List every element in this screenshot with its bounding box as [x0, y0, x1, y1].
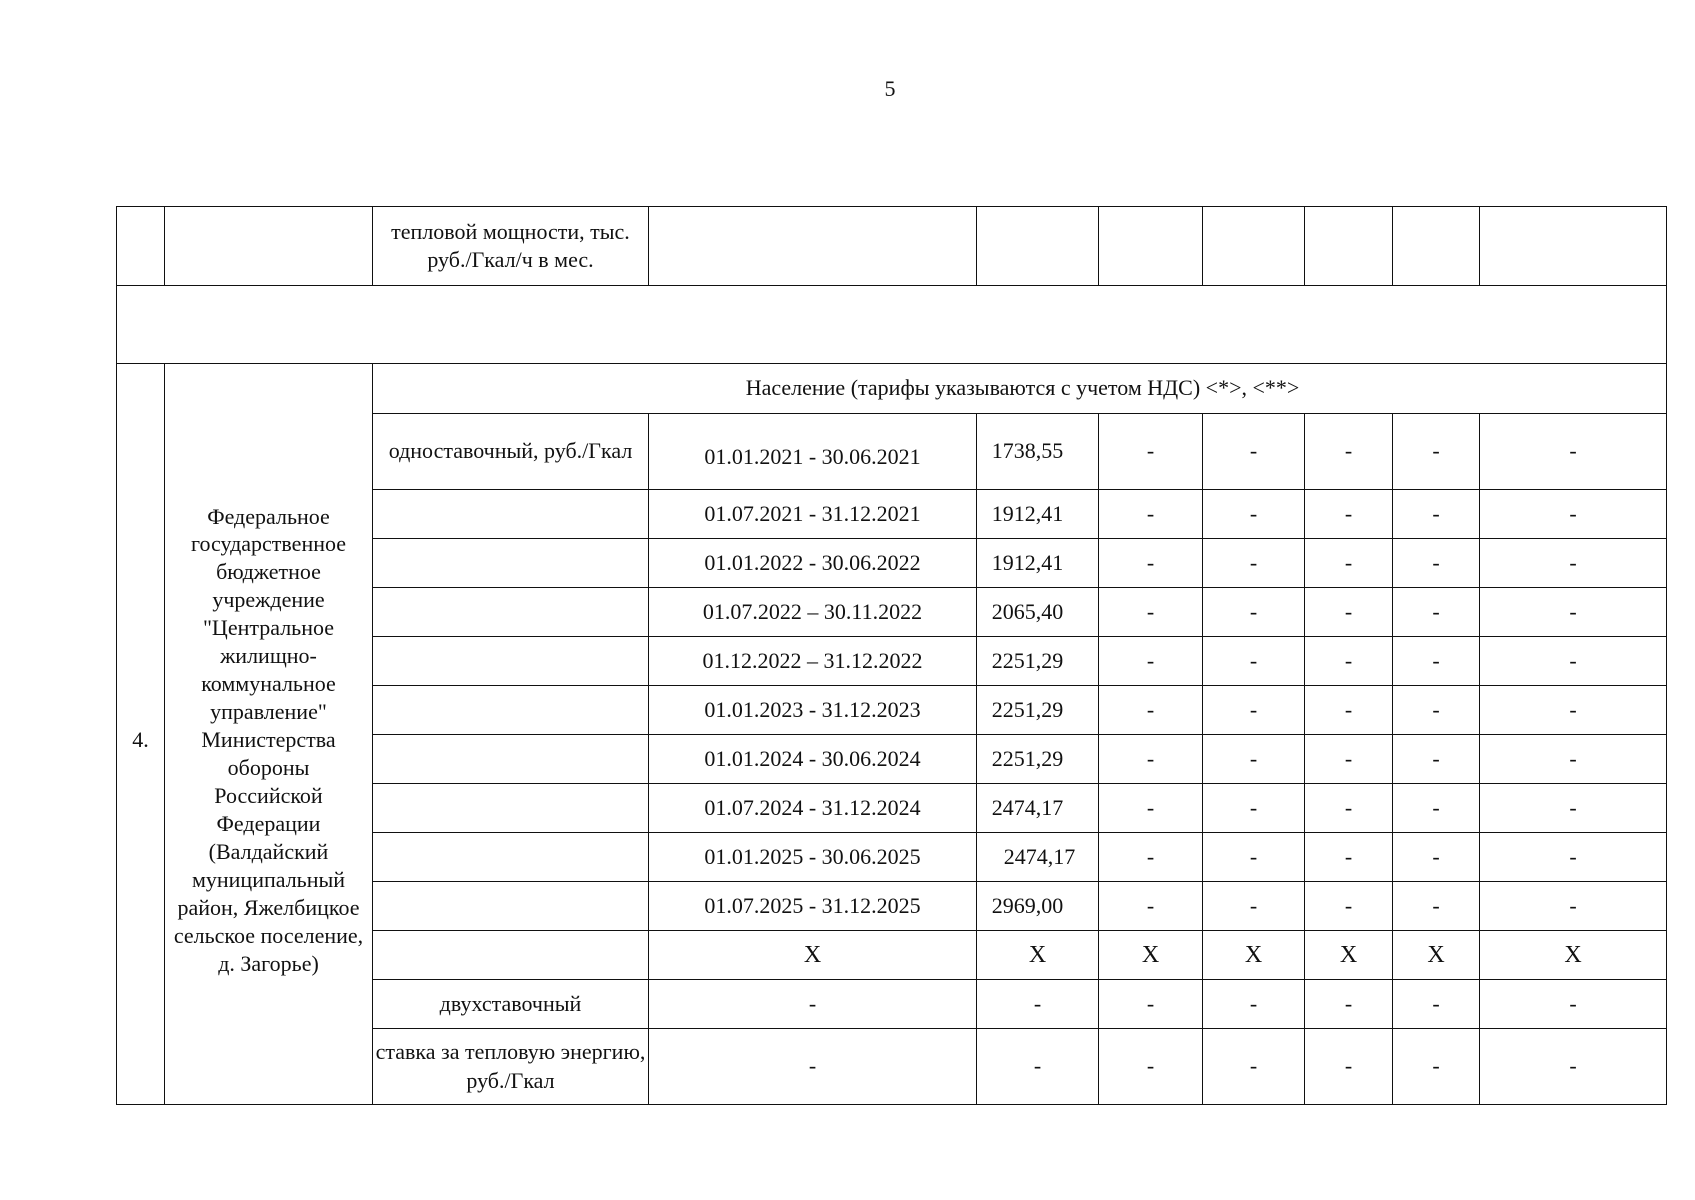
- dash-cell: -: [1305, 588, 1393, 637]
- one-rate-label: одноставочный, руб./Гкал: [373, 414, 649, 490]
- cross-cell: X: [1480, 931, 1667, 980]
- dash-cell: -: [1099, 588, 1203, 637]
- dash-cell: -: [1203, 414, 1305, 490]
- cell-empty: [373, 882, 649, 931]
- dash-cell: -: [1203, 882, 1305, 931]
- dash-cell: -: [1099, 784, 1203, 833]
- period: 01.07.2021 - 31.12.2021: [649, 490, 977, 539]
- table-row-continuation: [117, 207, 1667, 286]
- dash-cell: -: [1480, 490, 1667, 539]
- cell-empty: [1099, 207, 1203, 286]
- cell-empty: [373, 588, 649, 637]
- dash-cell: -: [1480, 980, 1667, 1029]
- period: 01.01.2022 - 30.06.2022: [649, 539, 977, 588]
- dash-cell: -: [1305, 735, 1393, 784]
- dash-cell: -: [1305, 784, 1393, 833]
- dash-cell: -: [1305, 833, 1393, 882]
- tariff-value: 2251,29: [977, 735, 1099, 784]
- dash-cell: -: [1393, 588, 1480, 637]
- dash-cell: -: [1480, 784, 1667, 833]
- dash-cell: -: [1480, 833, 1667, 882]
- dash-cell: -: [977, 1029, 1099, 1105]
- dash-cell: -: [1099, 735, 1203, 784]
- dash-cell: -: [1393, 784, 1480, 833]
- dash-cell: -: [1480, 1029, 1667, 1105]
- tariff-table: [116, 206, 1667, 1105]
- dash-cell: -: [1203, 784, 1305, 833]
- dash-cell: -: [1099, 1029, 1203, 1105]
- cell-empty: [649, 207, 977, 286]
- cross-cell: X: [977, 931, 1099, 980]
- dash-cell: -: [1099, 686, 1203, 735]
- tariff-value: 2474,17: [977, 784, 1099, 833]
- cell-empty: [1203, 207, 1305, 286]
- dash-cell: -: [1305, 686, 1393, 735]
- dash-cell: -: [649, 980, 977, 1029]
- dash-cell: -: [1203, 833, 1305, 882]
- dash-cell: -: [1480, 686, 1667, 735]
- page-number: 5: [884, 76, 896, 101]
- dash-cell: -: [1393, 686, 1480, 735]
- cell-empty: [117, 207, 165, 286]
- cell-empty: [1305, 207, 1393, 286]
- dash-cell: -: [1203, 686, 1305, 735]
- dash-cell: -: [1393, 1029, 1480, 1105]
- cell-empty: [373, 539, 649, 588]
- dash-cell: -: [649, 1029, 977, 1105]
- cell-empty: [1393, 207, 1480, 286]
- cross-cell: X: [1305, 931, 1393, 980]
- dash-cell: -: [1480, 414, 1667, 490]
- heat-energy-rate-label: ставка за тепловую энергию, руб./Гкал: [373, 1029, 649, 1105]
- period: 01.01.2021 - 30.06.2021: [649, 414, 977, 490]
- period: 01.01.2024 - 30.06.2024: [649, 735, 977, 784]
- period: 01.01.2025 - 30.06.2025: [649, 833, 977, 882]
- period: 01.01.2023 - 31.12.2023: [649, 686, 977, 735]
- group-header: Население (тарифы указываются с учетом НДС) <*>, <**>: [373, 364, 1667, 414]
- dash-cell: -: [1203, 1029, 1305, 1105]
- dash-cell: -: [1393, 980, 1480, 1029]
- dash-cell: -: [1099, 414, 1203, 490]
- dash-cell: -: [1203, 490, 1305, 539]
- dash-cell: -: [1305, 637, 1393, 686]
- table-row-group-header: [117, 364, 1667, 414]
- tariff-value: 2065,40: [977, 588, 1099, 637]
- table-row-spacer: [117, 286, 1667, 364]
- tariff-value: 2251,29: [977, 686, 1099, 735]
- period: 01.12.2022 – 31.12.2022: [649, 637, 977, 686]
- dash-cell: -: [1393, 637, 1480, 686]
- cell-empty: [373, 637, 649, 686]
- dash-cell: -: [1203, 735, 1305, 784]
- cell-empty: [373, 735, 649, 784]
- dash-cell: -: [1099, 833, 1203, 882]
- tariff-value: 1912,41: [977, 490, 1099, 539]
- dash-cell: -: [977, 980, 1099, 1029]
- cell-empty: [117, 286, 1667, 364]
- dash-cell: -: [1393, 490, 1480, 539]
- cell-empty: [373, 931, 649, 980]
- dash-cell: -: [1480, 588, 1667, 637]
- period: 01.07.2024 - 31.12.2024: [649, 784, 977, 833]
- dash-cell: -: [1305, 1029, 1393, 1105]
- dash-cell: -: [1099, 882, 1203, 931]
- dash-cell: -: [1393, 833, 1480, 882]
- cell-empty: [373, 784, 649, 833]
- dash-cell: -: [1203, 539, 1305, 588]
- dash-cell: -: [1480, 882, 1667, 931]
- cell-empty: [373, 833, 649, 882]
- tariff-table-body: [117, 207, 1667, 1105]
- cell-empty: [373, 490, 649, 539]
- dash-cell: -: [1305, 414, 1393, 490]
- dash-cell: -: [1305, 490, 1393, 539]
- cross-cell: X: [1099, 931, 1203, 980]
- period: 01.07.2025 - 31.12.2025: [649, 882, 977, 931]
- dash-cell: -: [1480, 539, 1667, 588]
- dash-cell: -: [1480, 735, 1667, 784]
- dash-cell: -: [1393, 882, 1480, 931]
- tariff-value: 1738,55: [977, 414, 1099, 490]
- two-rate-label: двухставочный: [373, 980, 649, 1029]
- tariff-value: 2251,29: [977, 637, 1099, 686]
- dash-cell: -: [1099, 637, 1203, 686]
- dash-cell: -: [1099, 980, 1203, 1029]
- heat-capacity-label: тепловой мощности, тыс. руб./Гкал/ч в мес.: [373, 207, 649, 286]
- tariff-value: 2474,17: [977, 833, 1099, 882]
- dash-cell: -: [1393, 539, 1480, 588]
- dash-cell: -: [1203, 637, 1305, 686]
- dash-cell: -: [1393, 735, 1480, 784]
- cell-empty: [1480, 207, 1667, 286]
- cell-empty: [373, 686, 649, 735]
- dash-cell: -: [1480, 637, 1667, 686]
- section-number: 4.: [117, 364, 165, 1105]
- organization-name: Федеральное государственное бюджетное учреждение "Центральное жилищно-коммунальное управление" Министерства обороны Российской Федерации (Валдайский муниципальный район, Яжелбицкое сельское поселение, д. Загорье): [165, 364, 373, 1105]
- dash-cell: -: [1393, 414, 1480, 490]
- tariff-value: 2969,00: [977, 882, 1099, 931]
- dash-cell: -: [1305, 539, 1393, 588]
- dash-cell: -: [1305, 882, 1393, 931]
- cell-empty: [977, 207, 1099, 286]
- cross-cell: X: [1203, 931, 1305, 980]
- cell-empty: [165, 207, 373, 286]
- dash-cell: -: [1099, 539, 1203, 588]
- period: 01.07.2022 – 30.11.2022: [649, 588, 977, 637]
- cross-cell: X: [649, 931, 977, 980]
- dash-cell: -: [1203, 980, 1305, 1029]
- dash-cell: -: [1305, 980, 1393, 1029]
- dash-cell: -: [1203, 588, 1305, 637]
- cross-cell: X: [1393, 931, 1480, 980]
- tariff-value: 1912,41: [977, 539, 1099, 588]
- dash-cell: -: [1099, 490, 1203, 539]
